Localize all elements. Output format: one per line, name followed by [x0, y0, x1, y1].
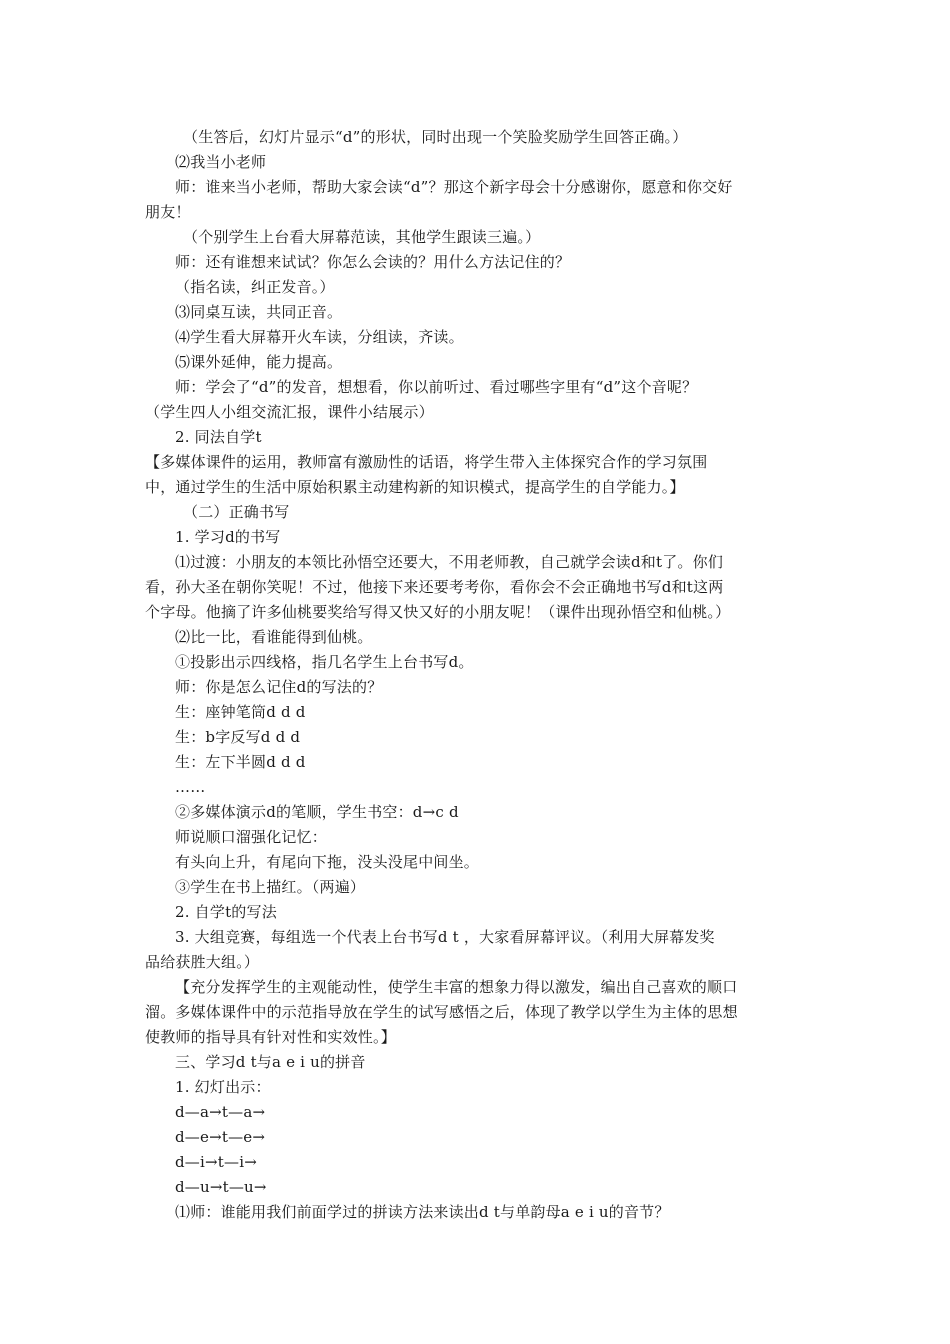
text-line: ③学生在书上描红。（两遍） — [175, 878, 366, 896]
text-line: 3. 大组竞赛，每组选一个代表上台书写d t ，大家看屏幕评议。（利用大屏幕发奖 — [175, 928, 715, 946]
text-line: 生：b字反写d d d — [175, 728, 301, 746]
text-line: ①投影出示四线格，指几名学生上台书写d。 — [175, 653, 474, 671]
text-line: 师：学会了“d”的发音，想想看，你以前听过、看过哪些字里有“d”这个音呢？ — [175, 378, 698, 396]
text-line: 师：还有谁想来试试？你怎么会读的？用什么方法记住的？ — [175, 253, 571, 271]
text-line: d—i→t—i→ — [175, 1153, 257, 1171]
text-line: ⑸课外延伸，能力提高。 — [175, 353, 343, 371]
text-line: 品给获胜大组。） — [145, 953, 260, 971]
section-heading: （二）正确书写 — [183, 503, 290, 521]
text-line: 有头向上升，有尾向下拖，没头没尾中间坐。 — [175, 853, 480, 871]
text-line: 师说顺口溜强化记忆： — [175, 828, 328, 846]
text-line: ⑵我当小老师 — [175, 153, 267, 171]
text-line: （指名读，纠正发音。） — [175, 278, 335, 296]
text-line: 看，孙大圣在朝你笑呢！不过，他接下来还要考考你，看你会不会正确地书写d和t这两 — [145, 578, 724, 596]
text-line: 1. 学习d的书写 — [175, 528, 281, 546]
text-line: 2. 自学t的写法 — [175, 903, 277, 921]
text-line: 溜。多媒体课件中的示范指导放在学生的试写感悟之后，体现了教学以学生为主体的思想 — [145, 1003, 738, 1021]
text-line: ⑵比一比，看谁能得到仙桃。 — [175, 628, 373, 646]
text-line: …… — [175, 778, 206, 796]
text-line: 生：座钟笔筒d d d — [175, 703, 306, 721]
section-heading: 三、学习d t与a e i u的拼音 — [175, 1053, 366, 1071]
text-line: 生：左下半圆d d d — [175, 753, 306, 771]
text-line: （个别学生上台看大屏幕范读，其他学生跟读三遍。） — [183, 228, 541, 246]
text-line: ⑴师：谁能用我们前面学过的拼读方法来读出d t与单韵母a e i u的音节？ — [175, 1203, 670, 1221]
text-line: ⑷学生看大屏幕开火车读，分组读，齐读。 — [175, 328, 464, 346]
text-line: 师：你是怎么记住d的写法的？ — [175, 678, 383, 696]
text-line: 【多媒体课件的运用，教师富有激励性的话语，将学生带入主体探究合作的学习氛围 — [145, 453, 708, 471]
text-line: 2. 同法自学t — [175, 428, 262, 446]
text-line: （学生四人小组交流汇报，课件小结展示） — [145, 403, 434, 421]
text-line: 1. 幻灯出示： — [175, 1078, 271, 1096]
text-line: ⑶同桌互读，共同正音。 — [175, 303, 343, 321]
text-line: 中，通过学生的生活中原始积累主动建构新的知识模式，提高学生的自学能力。】 — [145, 478, 685, 496]
text-line: 使教师的指导具有针对性和实效性。】 — [145, 1028, 396, 1046]
text-line: 个字母。他摘了许多仙桃要奖给写得又快又好的小朋友呢！（课件出现孙悟空和仙桃。） — [145, 603, 731, 621]
text-line: ②多媒体演示d的笔顺，学生书空：d→c d — [175, 803, 459, 821]
text-line: d—u→t—u→ — [175, 1178, 267, 1196]
text-line: d—a→t—a→ — [175, 1103, 266, 1121]
text-line: 【充分发挥学生的主观能动性，使学生丰富的想象力得以激发，编出自己喜欢的顺口 — [175, 978, 738, 996]
text-line: （生答后，幻灯片显示“d”的形状，同时出现一个笑脸奖励学生回答正确。） — [183, 128, 688, 146]
text-line: d—e→t—e→ — [175, 1128, 266, 1146]
text-line: 朋友！ — [145, 203, 191, 221]
text-line: 师：谁来当小老师，帮助大家会读“d”？那这个新字母会十分感谢你，愿意和你交好 — [175, 178, 733, 196]
text-line: ⑴过渡：小朋友的本领比孙悟空还要大，不用老师教，自己就学会读d和t了。你们 — [175, 553, 724, 571]
